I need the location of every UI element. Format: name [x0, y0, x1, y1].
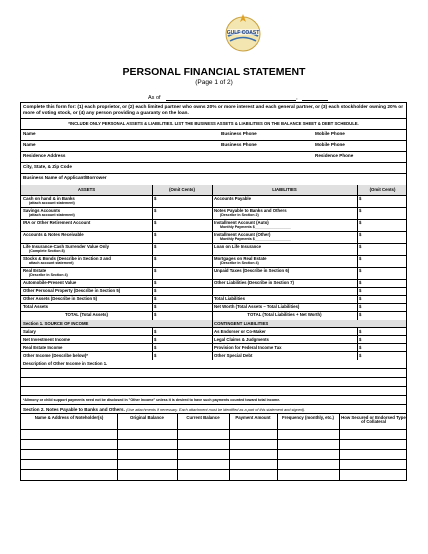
asset-label — [21, 256, 152, 267]
income-amount-field[interactable]: $ — [154, 344, 157, 350]
liability-amount-field[interactable]: $ — [359, 243, 362, 249]
liability-label — [212, 208, 357, 219]
svg-text:GULF COAST: GULF COAST — [226, 30, 260, 36]
fin-row[interactable] — [21, 280, 406, 288]
income-label: Real Estate Income — [23, 344, 63, 350]
liability-amount-field[interactable]: $ — [359, 295, 362, 301]
notes-payable-row[interactable] — [21, 440, 406, 450]
liability-amount-field[interactable]: $ — [359, 287, 362, 293]
asset-name: Other Personal Property (Describe in Section 5) — [23, 287, 121, 293]
asset-amount-field[interactable]: $ — [154, 303, 157, 309]
income-amount-field[interactable]: $ — [154, 336, 157, 342]
info-label: Business Name of Applicant/Borrower — [23, 174, 107, 180]
income-amount-field[interactable]: $ — [154, 328, 157, 334]
info-row[interactable] — [21, 152, 406, 163]
notes-payable-row[interactable] — [21, 470, 406, 480]
income-row[interactable] — [21, 328, 406, 336]
contingent-amount-field[interactable]: $ — [359, 352, 362, 358]
info-label: Residence Address — [23, 152, 66, 158]
liability-name: TOTAL (Total Liabilities + Net Worth) — [247, 311, 322, 317]
fin-row[interactable] — [21, 304, 406, 312]
section2-column-header: How Secured or Endorsed Type of Collateral — [341, 414, 406, 425]
assets-header: ASSETS — [77, 186, 96, 192]
asset-name: Savings Accounts — [23, 207, 61, 213]
asset-name: Automobile-Present Value — [23, 279, 77, 285]
asset-amount-field[interactable]: $ — [154, 243, 157, 249]
blank-line[interactable] — [21, 387, 406, 396]
liability-name: Total Liabilities — [214, 295, 245, 301]
fin-row[interactable] — [21, 244, 406, 256]
liability-name: Notes Payable to Banks and Others — [214, 207, 287, 213]
asset-note: attach account statement) — [29, 261, 74, 266]
liability-label — [212, 220, 357, 231]
section2-column-header: Original Balance — [130, 414, 164, 420]
info-label: City, State, & Zip Code — [23, 163, 72, 169]
asset-label — [21, 312, 152, 320]
section1-title: Section 1. SOURCE OF INCOME — [23, 320, 89, 326]
liability-amount-field[interactable]: $ — [359, 311, 362, 317]
asset-name: TOTAL (Total Assets) — [65, 311, 108, 317]
alimony-note: *Alimony or child support payments need not be disclosed in "Other Income" unless it is desired to have such payments counted toward total income. — [21, 396, 406, 405]
asset-amount-field[interactable]: $ — [154, 255, 157, 261]
liability-label — [212, 296, 357, 303]
liability-label — [212, 288, 357, 295]
income-label: Other Income (Describe below)* — [23, 352, 88, 358]
liability-label — [212, 256, 357, 267]
liability-name: Installment Account (Auto) — [214, 219, 269, 225]
liability-name: Loan on Life Insurance — [214, 243, 262, 249]
asset-note: (attach account statement) — [29, 213, 75, 218]
asset-label — [21, 304, 152, 311]
section2-column-header: Name & Address of Noteholder(s) — [34, 414, 104, 420]
asset-amount-field[interactable]: $ — [154, 295, 157, 301]
asset-name: Stocks & Bonds (Describe in Section 3 and — [23, 255, 111, 261]
liability-amount-field[interactable]: $ — [359, 207, 362, 213]
liability-amount-field[interactable]: $ — [359, 255, 362, 261]
other-income-description-label: Description of Other Income in Section 1. — [23, 360, 108, 366]
asset-name: Total Assets — [23, 303, 49, 309]
omit-cents-header-1: (Omit Cents) — [169, 186, 195, 192]
asset-label — [21, 288, 152, 295]
income-amount-field[interactable]: $ — [154, 352, 157, 358]
section2-title-row — [21, 405, 406, 414]
asset-name: Cash on hand & in Banks — [23, 195, 75, 201]
info-row[interactable] — [21, 163, 406, 174]
notes-payable-row[interactable] — [21, 460, 406, 470]
asset-note: (attach account statement) — [29, 201, 75, 206]
include-note: *INCLUDE ONLY PERSONAL ASSETS & LIABILITIES. LIST THE BUSINESS ASSETS & LIABILITIES ON THE BALANCE SHEET & DEBT SCHEDULE. — [21, 119, 406, 129]
contingent-label: Other Special Debt — [214, 352, 253, 358]
contingent-amount-field[interactable]: $ — [359, 336, 362, 342]
fin-row[interactable] — [21, 288, 406, 296]
liability-label — [212, 244, 357, 255]
liability-label — [212, 304, 357, 311]
liability-amount-field[interactable]: $ — [359, 231, 362, 237]
liability-amount-field[interactable]: $ — [359, 303, 362, 309]
info-row[interactable] — [21, 141, 406, 152]
liability-amount-field[interactable]: $ — [359, 279, 362, 285]
contingent-amount-field[interactable]: $ — [359, 328, 362, 334]
info-label: Name — [23, 141, 36, 147]
as-of-year-line[interactable] — [302, 96, 328, 101]
liability-name: Installment Account (Other) — [214, 231, 271, 237]
contingent-label: Provision for Federal Income Tax — [214, 344, 282, 350]
asset-label — [21, 208, 152, 219]
info-label: Name — [23, 130, 36, 136]
liability-name: Other Liabilities (Describe in Section 7) — [214, 279, 294, 285]
asset-amount-field[interactable]: $ — [154, 279, 157, 285]
asset-label — [21, 196, 152, 207]
liability-note: (Describe in Section 4) — [220, 261, 259, 266]
gulf-coast-logo — [222, 10, 264, 54]
intro-text: Complete this form for: (1) each proprietor, or (2) each limited partner who owns 20% or more interest and each general partner, or (3) each stockholder owning 20% or more of voting stock, or (4) any person providing a guaranty on the loan. — [21, 103, 406, 119]
other-income-description-row[interactable] — [21, 360, 406, 369]
asset-amount-field[interactable]: $ — [154, 195, 157, 201]
asset-amount-field[interactable]: $ — [154, 231, 157, 237]
info-label: Business Phone — [221, 130, 257, 136]
liability-note: Monthly Payments $__________________ — [220, 237, 291, 242]
financial-statement-form — [20, 102, 407, 481]
asset-note: (Describe in Section 4) — [29, 273, 68, 278]
liability-name: Net Worth (Total Assets – Total Liabilities) — [214, 303, 300, 309]
asset-amount-field[interactable]: $ — [154, 287, 157, 293]
section2-title: Section 2. Notes Payable to Banks and Others. — [23, 406, 125, 412]
fin-row[interactable] — [21, 208, 406, 220]
asset-amount-field[interactable]: $ — [154, 207, 157, 213]
contingent-label: Legal Claims & Judgments — [214, 336, 269, 342]
asset-amount-field[interactable]: $ — [154, 267, 157, 273]
liability-note: Monthly Payments $__________________ — [220, 225, 291, 230]
info-label: Business Phone — [221, 141, 257, 147]
fin-row[interactable] — [21, 312, 406, 320]
as-of-field[interactable]: As of , — [148, 95, 328, 101]
fin-header-row — [21, 185, 406, 196]
fin-row[interactable] — [21, 196, 406, 208]
liability-amount-field[interactable]: $ — [359, 195, 362, 201]
info-row[interactable] — [21, 174, 406, 185]
asset-label — [21, 268, 152, 279]
liability-name: Accounts Payable — [214, 195, 252, 201]
section2-hint: (Use attachments if necessary. Each attachment must be identified as a part of this statement and signed). — [126, 407, 306, 412]
info-row[interactable] — [21, 130, 406, 141]
asset-note: (Complete Section 8) — [29, 249, 65, 254]
asset-name: Accounts & Notes Receivable — [23, 231, 84, 237]
asset-label — [21, 232, 152, 243]
asset-name: Real Estate — [23, 267, 47, 273]
liability-name: Mortgages on Real Estate — [214, 255, 267, 261]
asset-name: Life Insurance-Cash Surrender Value Only — [23, 243, 109, 249]
asset-name: Other Assets (Describe in Section 5) — [23, 295, 98, 301]
section2-column-header: Frequency (monthly, etc.) — [282, 414, 334, 420]
asset-label — [21, 296, 152, 303]
fin-row[interactable] — [21, 296, 406, 304]
liability-label — [212, 312, 357, 320]
notes-payable-row[interactable] — [21, 430, 406, 440]
liability-name: Unpaid Taxes (Describe in Section 6) — [214, 267, 290, 273]
asset-label — [21, 244, 152, 255]
info-label: Mobile Phone — [315, 141, 345, 147]
liability-label — [212, 232, 357, 243]
section1-header-row — [21, 320, 406, 328]
liability-note: (Describe in Section 2) — [220, 213, 259, 218]
section2-header-row — [21, 414, 406, 430]
liability-label — [212, 268, 357, 279]
liability-label — [212, 196, 357, 207]
liability-amount-field[interactable]: $ — [359, 219, 362, 225]
page-title: PERSONAL FINANCIAL STATEMENT — [122, 66, 306, 78]
income-row[interactable] — [21, 344, 406, 352]
income-label: Net Investment Income — [23, 336, 71, 342]
liability-label — [212, 280, 357, 287]
blank-line[interactable] — [21, 369, 406, 378]
fin-row[interactable] — [21, 256, 406, 268]
liabilities-header: LIABILITIES — [272, 186, 297, 192]
page-subtitle: (Page 1 of 2) — [195, 79, 233, 86]
notes-payable-row[interactable] — [21, 450, 406, 460]
income-row[interactable] — [21, 352, 406, 360]
asset-amount-field[interactable]: $ — [154, 219, 157, 225]
income-label: Salary — [23, 328, 36, 334]
asset-label — [21, 280, 152, 287]
info-label: Mobile Phone — [315, 130, 345, 136]
asset-name: IRA or Other Retirement Account — [23, 219, 91, 225]
blank-line[interactable] — [21, 378, 406, 387]
asset-amount-field[interactable]: $ — [154, 311, 157, 317]
income-row[interactable] — [21, 336, 406, 344]
fin-row[interactable] — [21, 220, 406, 232]
as-of-date-line[interactable] — [166, 96, 296, 101]
asset-label — [21, 220, 152, 231]
contingent-liabilities-title: CONTINGENT LIABILITIES — [214, 320, 269, 326]
omit-cents-header-2: (Omit Cents) — [369, 186, 396, 192]
fin-row[interactable] — [21, 232, 406, 244]
section2-column-header: Payment Amount — [235, 414, 271, 420]
liability-amount-field[interactable]: $ — [359, 267, 362, 273]
fin-row[interactable] — [21, 268, 406, 280]
contingent-label: As Endorser or Co-Maker — [214, 328, 266, 334]
section2-column-header: Current Balance — [186, 414, 220, 420]
info-label: Residence Phone — [315, 152, 354, 158]
contingent-amount-field[interactable]: $ — [359, 344, 362, 350]
